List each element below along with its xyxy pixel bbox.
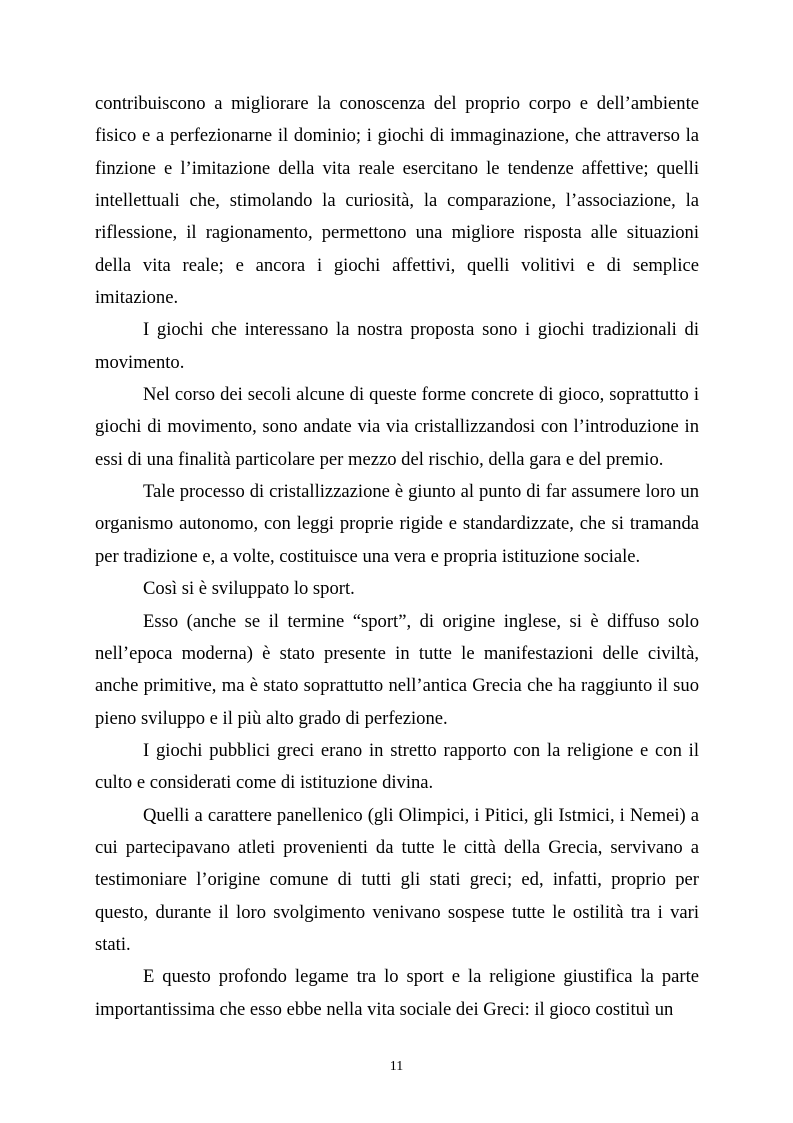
paragraph: contribuiscono a migliorare la conoscenza del proprio corpo e dell’ambiente fisico e a perfezionarne il dominio; i giochi di immaginazione, che attraverso la finzione e l’imitazione della vita reale esercitano le tendenze affettive; quelli intellettuali che, stimolando la curiosità, la comparazione, l’associazione, la riflessione, il ragionamento, permettono una migliore risposta alle situazioni della vita reale; e ancora i giochi affettivi, quelli volitivi e di semplice imitazione.: [95, 93, 699, 309]
paragraph: Così si è sviluppato lo sport.: [143, 578, 355, 600]
body-text: [95, 88, 699, 1026]
page-number: 11: [389, 1059, 404, 1074]
paragraph: Nel corso dei secoli alcune di queste forme concrete di gioco, soprattutto i giochi di movimento, sono andate via via cristallizzandosi con l’introduzione in essi di una finalità particolare per mezzo del rischio, della gara e del premio.: [95, 384, 699, 470]
paragraph: Tale processo di cristallizzazione è giunto al punto di far assumere loro un organismo autonomo, con leggi proprie rigide e standardizzate, che si tramanda per tradizione e, a volte, costituisce una vera e propria istituzione sociale.: [95, 481, 699, 567]
paragraph: Quelli a carattere panellenico (gli Olimpici, i Pitici, gli Istmici, i Nemei) a cui partecipavano atleti provenienti da tutte le città della Grecia, servivano a testimoniare l’origine comune di tutti gli stati greci; ed, infatti, proprio per questo, durante il loro svolgimento venivano sospese tutte le ostilità tra i vari stati.: [95, 804, 699, 955]
paragraph: I giochi pubblici greci erano in stretto rapporto con la religione e con il culto e considerati come di istituzione divina.: [95, 739, 699, 794]
paragraph-continued: E questo profondo legame tra lo sport e la religione giustifica la parte importantissima che esso ebbe nella vita sociale dei Greci: il gioco costituì un: [95, 966, 699, 1020]
paragraph: Esso (anche se il termine “sport”, di origine inglese, si è diffuso solo nell’epoca moderna) è stato presente in tutte le manifestazioni delle civiltà, anche primitive, ma è stato soprattutto nell’antica Grecia che ha raggiunto il suo pieno sviluppo e il più alto grado di perfezione.: [95, 610, 699, 729]
paragraph: I giochi che interessano la nostra proposta sono i giochi tradizionali di movimento.: [95, 319, 699, 373]
